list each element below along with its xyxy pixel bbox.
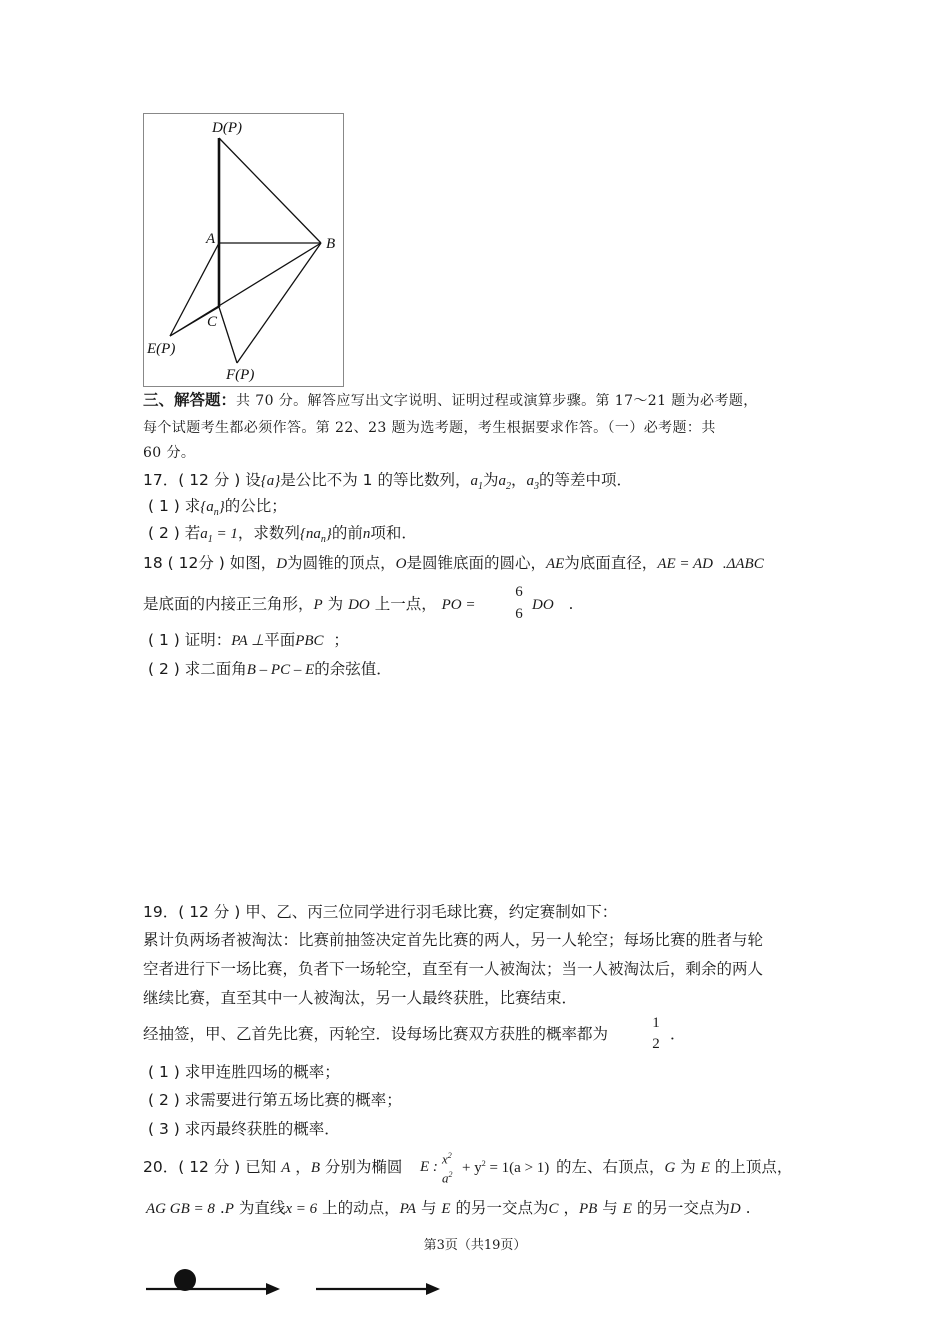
q19-line1: 19．( 12 分 ) 甲、乙、丙三位同学进行羽毛球比赛，约定赛制如下： [143,903,618,921]
label-C: C [207,314,218,330]
section-note-1: 共 70 分。解答应写出文字说明、证明过程或演算步骤。第 17～21 题为必考题， [236,393,758,409]
q19-part3: ( 3 ) 求丙最终获胜的概率． [148,1120,340,1138]
q18-part2: ( 2 ) 求二面角B – PC – E的余弦值． [148,660,392,678]
q20-line2: AG GB = 8 .P 为直线x = 6 上的动点，PA 与 E 的另一交点为C ，PB 与 E 的另一交点为D . [146,1199,751,1217]
arrow-head-2 [426,1283,440,1295]
q20-stem-end: 的左、右顶点，G 为 E 的上顶点， [556,1158,793,1176]
q19-part2: ( 2 ) 求需要进行第五场比赛的概率； [148,1091,402,1109]
q17-stem-e: 的等差中项． [539,471,633,489]
q17-part2: ( 2 ) 若$a_1 = 1$，求数列$\{na_n\}$的前n项和． [148,524,417,545]
q17-a3: $a_3$ [526,473,539,492]
q17-stem-c: 为 [482,471,499,489]
q20-stem: 20．( 12 分 ) 已知 A ，B 分别为椭圆 [143,1158,403,1176]
section-heading: 三、解答题： [143,391,237,409]
q17-stem-a: 17．( 12 分 ) 设 [143,471,261,489]
q18-fraction: 6 6 [515,584,523,622]
section-note-3: 60 分。 [143,445,196,461]
q17-set-an: {a} [260,473,281,489]
decorative-arrows [140,1262,450,1302]
segment-CF [219,307,237,363]
section-note-2: 每个试题考生都必须作答。第 22、23 题为选考题，考生根据要求作答。（一）必考题：共 [143,420,716,436]
q18-part1: ( 1 ) 证明：PA ⊥平面PBC ； [148,631,349,649]
q17-a2: $a_2$ [498,473,511,492]
q19-line5-end: ． [670,1025,686,1043]
q19-line5: 经抽签，甲、乙首先比赛，丙轮空．设每场比赛双方获胜的概率都为 [143,1025,609,1043]
q20-ellipse-equation: E : $x^2$ $a^2$ + $y^2 = 1(a > 1)$ [420,1151,550,1186]
section-heading-line [143,390,758,411]
q19-line4: 继续比赛，直至其中一人被淘汰，另一人最终获胜，比赛结束． [143,989,578,1007]
arrow-head-1 [266,1283,280,1295]
segment-DB [219,138,321,243]
q17-part1: ( 1 ) 求$\{a_n\}$的公比； [148,497,287,518]
geometry-figure [143,113,344,387]
page-footer: 第3页（共19页） [423,1238,527,1253]
q18-line2: 是底面的内接正三角形，P 为 DO 上一点， PO = [143,595,476,613]
label-B: B [326,236,336,252]
q19-line3: 空者进行下一场比赛，负者下一场轮空，直至有一人被淘汰；当一人被淘汰后，剩余的两人 [143,960,764,978]
segment-FB [237,243,321,363]
q17-stem [143,470,632,497]
q19-part1: ( 1 ) 求甲连胜四场的概率； [148,1063,340,1081]
q18-line2-end: DO . [532,595,574,613]
q17-a1: $a_1$ [470,473,483,492]
label-A: A [206,231,216,247]
q19-fraction: 1 2 [652,1015,660,1052]
label-E: E(P) [147,341,176,357]
geometry-diagram [144,114,343,386]
ball-icon [174,1269,196,1291]
q17-stem-d: ， [510,471,527,489]
q17-stem-b: 是公比不为 1 的等比数列， [280,471,471,489]
label-F: F(P) [226,367,255,383]
label-D: D(P) [212,120,242,136]
q19-line2: 累计负两场者被淘汰：比赛前抽签决定首先比赛的两人，另一人轮空；每场比赛的胜者与轮 [143,931,764,949]
q18-stem: 18 ( 12分 ) 如图，D为圆锥的顶点，O是圆锥底面的圆心，AE为底面直径，AE = AD .ΔABC [143,554,764,572]
